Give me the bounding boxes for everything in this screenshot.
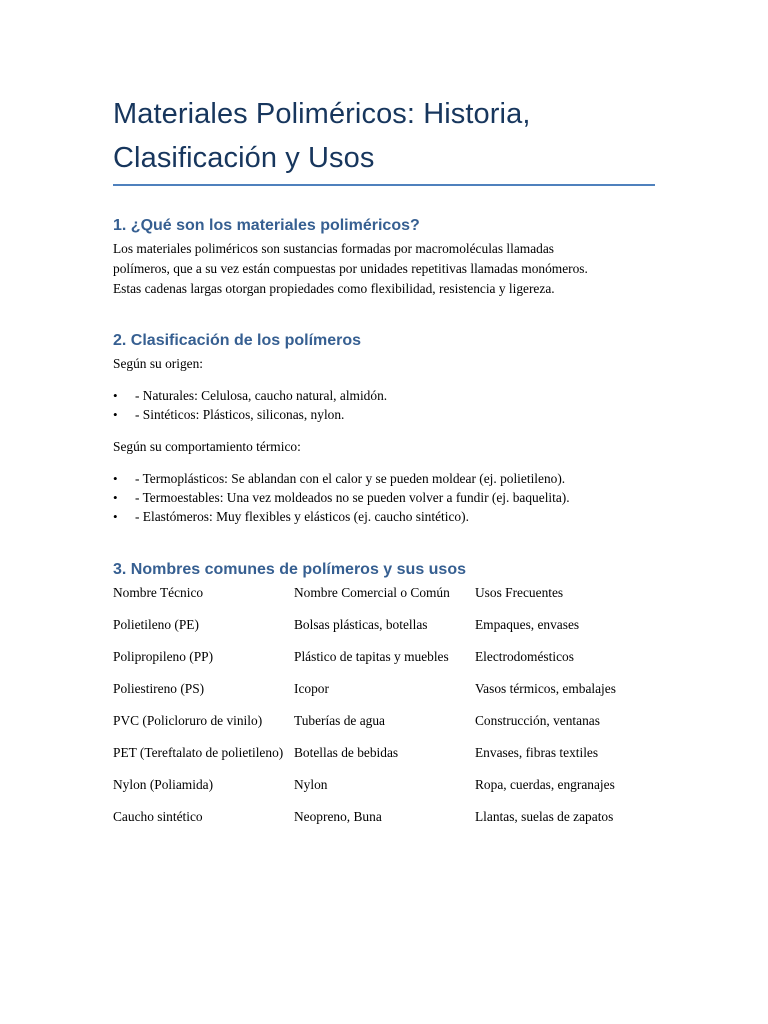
list-item-text: - Termoestables: Una vez moldeados no se pueden volver a fundir (ej. baquelita). bbox=[135, 490, 570, 505]
paragraph-line: polímeros, que a su vez están compuestas por unidades repetitivas llamadas monómeros. bbox=[113, 261, 588, 276]
thermal-intro: Según su comportamiento térmico: bbox=[113, 439, 301, 454]
origin-list bbox=[113, 386, 655, 424]
list-item bbox=[113, 469, 655, 488]
title-underline bbox=[113, 184, 655, 186]
table-cell: Vasos térmicos, embalajes bbox=[475, 681, 616, 696]
table-cell: Caucho sintético bbox=[113, 809, 203, 824]
table-cell: Poliestireno (PS) bbox=[113, 681, 205, 696]
bullet-icon: • bbox=[113, 471, 118, 486]
list-item bbox=[113, 507, 655, 526]
table-cell: Neopreno, Buna bbox=[294, 809, 382, 824]
table-cell: Botellas de bebidas bbox=[294, 745, 399, 760]
section-3-heading: 3. Nombres comunes de polímeros y sus usos bbox=[113, 561, 466, 578]
table-cell: Icopor bbox=[294, 681, 329, 696]
table-row bbox=[113, 615, 655, 647]
table-row bbox=[113, 679, 655, 711]
bullet-icon: • bbox=[113, 407, 118, 422]
table-cell: Llantas, suelas de zapatos bbox=[475, 809, 614, 824]
table-header-row bbox=[113, 583, 655, 615]
table-cell: Ropa, cuerdas, engranajes bbox=[475, 777, 615, 792]
list-item bbox=[113, 405, 655, 424]
section-1-paragraph bbox=[113, 239, 655, 299]
table-row bbox=[113, 647, 655, 679]
document-title: Materiales Poliméricos: Historia, Clasificación y Usos bbox=[113, 98, 531, 174]
table-row bbox=[113, 775, 655, 807]
table-cell: Plástico de tapitas y muebles bbox=[294, 649, 449, 664]
paragraph-line: Los materiales poliméricos son sustancias formadas por macromoléculas llamadas bbox=[113, 241, 555, 256]
table-cell: PVC (Policloruro de vinilo) bbox=[113, 713, 263, 728]
table-cell: Empaques, envases bbox=[475, 617, 580, 632]
table-row bbox=[113, 743, 655, 775]
thermal-list bbox=[113, 469, 655, 526]
list-item-text: - Naturales: Celulosa, caucho natural, almidón. bbox=[135, 388, 388, 403]
table-row bbox=[113, 711, 655, 743]
table-cell: Electrodomésticos bbox=[475, 649, 574, 664]
paragraph-line: Estas cadenas largas otorgan propiedades como flexibilidad, resistencia y ligereza. bbox=[113, 281, 555, 296]
table-cell: Polietileno (PE) bbox=[113, 617, 199, 632]
table-cell: Envases, fibras textiles bbox=[475, 745, 599, 760]
table-cell: Nylon (Poliamida) bbox=[113, 777, 214, 792]
table-row bbox=[113, 807, 655, 839]
list-item-text: - Termoplásticos: Se ablandan con el calor y se pueden moldear (ej. polietileno). bbox=[135, 471, 566, 486]
section-2-heading: 2. Clasificación de los polímeros bbox=[113, 332, 362, 349]
polymers-table bbox=[113, 583, 655, 839]
table-cell: Tuberías de agua bbox=[294, 713, 385, 728]
bullet-icon: • bbox=[113, 509, 118, 524]
table-cell: Bolsas plásticas, botellas bbox=[294, 617, 428, 632]
list-item bbox=[113, 488, 655, 507]
column-header: Usos Frecuentes bbox=[475, 585, 564, 600]
document-page bbox=[113, 92, 655, 839]
table-cell: Nylon bbox=[294, 777, 328, 792]
bullet-icon: • bbox=[113, 388, 118, 403]
origin-intro: Según su origen: bbox=[113, 356, 204, 371]
table-cell: Polipropileno (PP) bbox=[113, 649, 214, 664]
column-header: Nombre Técnico bbox=[113, 585, 204, 600]
table-cell: Construcción, ventanas bbox=[475, 713, 600, 728]
table-cell: PET (Tereftalato de polietileno) bbox=[113, 745, 284, 760]
column-header: Nombre Comercial o Común bbox=[294, 585, 450, 600]
list-item-text: - Sintéticos: Plásticos, siliconas, nylon. bbox=[135, 407, 345, 422]
list-item bbox=[113, 386, 655, 405]
section-1-heading: 1. ¿Qué son los materiales poliméricos? bbox=[113, 217, 420, 234]
bullet-icon: • bbox=[113, 490, 118, 505]
list-item-text: - Elastómeros: Muy flexibles y elásticos (ej. caucho sintético). bbox=[135, 509, 469, 524]
